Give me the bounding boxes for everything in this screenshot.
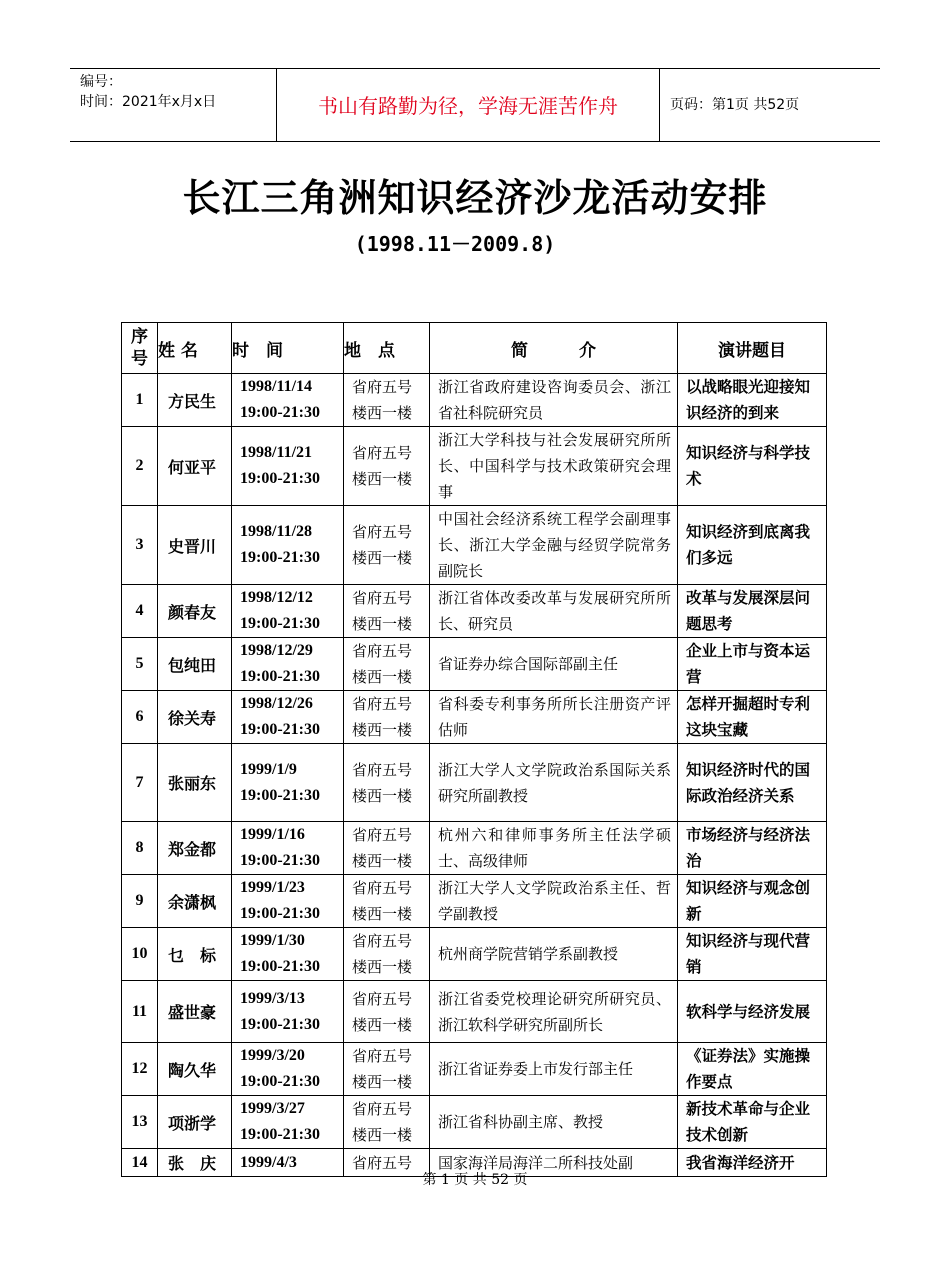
place-line-2: 楼西一楼 — [352, 1073, 413, 1091]
session-time — [232, 691, 344, 744]
lecture-topic: 《证券法》实施操作要点 — [678, 1043, 827, 1096]
session-date: 1999/1/23 — [240, 879, 305, 896]
row-number: 1 — [122, 374, 158, 427]
speaker-name: 陶久华 — [158, 1043, 232, 1096]
document-number-label: 编号： — [80, 74, 122, 90]
header-intro: 简 介 — [430, 323, 678, 374]
place-line-1: 省府五号 — [352, 1100, 413, 1118]
session-date: 1998/11/14 — [240, 378, 313, 395]
row-number: 6 — [122, 691, 158, 744]
header-motto-cell — [277, 69, 660, 141]
speaker-intro: 浙江大学人文学院政治系主任、哲学副教授 — [430, 875, 678, 928]
speaker-intro: 杭州六和律师事务所主任法学硕士、高级律师 — [430, 822, 678, 875]
session-place — [344, 638, 430, 691]
session-time — [232, 585, 344, 638]
table-row — [122, 1096, 827, 1149]
table-header-row — [122, 323, 827, 374]
speaker-intro: 省证券办综合国际部副主任 — [430, 638, 678, 691]
row-number: 2 — [122, 427, 158, 506]
speaker-name: 乜 标 — [158, 928, 232, 981]
session-place — [344, 928, 430, 981]
session-place — [344, 374, 430, 427]
speaker-name: 余潇枫 — [158, 875, 232, 928]
speaker-name: 方民生 — [158, 374, 232, 427]
place-line-2: 楼西一楼 — [352, 615, 413, 633]
speaker-intro: 国家海洋局海洋二所科技处副 — [430, 1149, 678, 1177]
row-number: 10 — [122, 928, 158, 981]
session-hours: 19:00-21:30 — [240, 668, 320, 685]
session-hours: 19:00-21:30 — [240, 1073, 320, 1090]
header-no — [122, 323, 158, 374]
place-line-2: 楼西一楼 — [352, 1015, 413, 1034]
session-hours: 19:00-21:30 — [240, 404, 320, 421]
header-place: 地 点 — [344, 323, 430, 374]
session-date: 1998/12/26 — [240, 695, 313, 712]
lecture-topic: 知识经济与科学技术 — [678, 427, 827, 506]
speaker-intro: 杭州商学院营销学系副教授 — [430, 928, 678, 981]
session-place — [344, 981, 430, 1043]
header-meta-cell — [70, 69, 277, 141]
session-time — [232, 981, 344, 1043]
session-hours: 19:00-21:30 — [240, 852, 320, 869]
place-line-1: 省府五号 — [352, 1153, 413, 1172]
place-line-1: 省府五号 — [352, 879, 413, 897]
session-hours: 19:00-21:30 — [240, 721, 320, 738]
lecture-topic: 以战略眼光迎接知识经济的到来 — [678, 374, 827, 427]
lecture-topic: 知识经济到底离我们多远 — [678, 506, 827, 585]
header-topic: 演讲题目 — [678, 323, 827, 374]
speaker-name: 徐关寿 — [158, 691, 232, 744]
schedule-table — [121, 322, 827, 1177]
place-line-1: 省府五号 — [352, 642, 413, 660]
session-hours: 19:00-21:30 — [240, 615, 320, 632]
session-time — [232, 928, 344, 981]
session-place — [344, 691, 430, 744]
place-line-2: 楼西一楼 — [352, 1126, 413, 1144]
row-number: 9 — [122, 875, 158, 928]
table-row — [122, 928, 827, 981]
header-no-char: 序 — [131, 327, 148, 347]
row-number: 14 — [122, 1149, 158, 1177]
speaker-intro: 浙江大学人文学院政治系国际关系研究所副教授 — [430, 744, 678, 822]
table-row — [122, 981, 827, 1043]
table-row — [122, 1043, 827, 1096]
session-date: 1998/12/12 — [240, 589, 313, 606]
session-time — [232, 875, 344, 928]
table-row — [122, 822, 827, 875]
session-date: 1998/12/29 — [240, 642, 313, 659]
speaker-name: 颜春友 — [158, 585, 232, 638]
row-number: 4 — [122, 585, 158, 638]
session-place — [344, 1096, 430, 1149]
table-row — [122, 638, 827, 691]
place-line-2: 楼西一楼 — [352, 852, 413, 870]
speaker-intro: 浙江省科协副主席、教授 — [430, 1096, 678, 1149]
place-line-2: 楼西一楼 — [352, 905, 413, 923]
speaker-intro: 省科委专利事务所所长注册资产评估师 — [430, 691, 678, 744]
place-line-2: 楼西一楼 — [352, 721, 413, 739]
motto-text: 书山有路勤为径，学海无涯苦作舟 — [318, 94, 618, 118]
table-row — [122, 506, 827, 585]
session-hours: 19:00-21:30 — [240, 786, 320, 804]
header-name: 姓 名 — [158, 323, 232, 374]
place-line-2: 楼西一楼 — [352, 958, 413, 976]
session-date: 1999/1/16 — [240, 826, 305, 843]
session-date: 1999/1/30 — [240, 932, 305, 949]
session-place — [344, 822, 430, 875]
speaker-name: 包纯田 — [158, 638, 232, 691]
lecture-topic: 怎样开掘超时专利这块宝藏 — [678, 691, 827, 744]
place-line-1: 省府五号 — [352, 760, 413, 779]
header-time: 时 间 — [232, 323, 344, 374]
speaker-name: 项浙学 — [158, 1096, 232, 1149]
place-line-1: 省府五号 — [352, 1047, 413, 1065]
row-number: 3 — [122, 506, 158, 585]
table-row — [122, 585, 827, 638]
lecture-topic: 我省海洋经济开 — [678, 1149, 827, 1177]
speaker-intro: 浙江省政府建设咨询委员会、浙江省社科院研究员 — [430, 374, 678, 427]
session-place — [344, 585, 430, 638]
place-line-2: 楼西一楼 — [352, 404, 413, 422]
session-date: 1999/3/27 — [240, 1100, 305, 1117]
lecture-topic: 知识经济与现代营销 — [678, 928, 827, 981]
session-time — [232, 374, 344, 427]
session-place — [344, 427, 430, 506]
speaker-intro: 中国社会经济系统工程学会副理事长、浙江大学金融与经贸学院常务副院长 — [430, 506, 678, 585]
place-line-2: 楼西一楼 — [352, 786, 413, 805]
session-place — [344, 875, 430, 928]
speaker-name: 张丽东 — [158, 744, 232, 822]
session-date: 1999/3/20 — [240, 1047, 305, 1064]
place-line-2: 楼西一楼 — [352, 549, 413, 567]
session-time — [232, 1096, 344, 1149]
lecture-topic: 企业上市与资本运营 — [678, 638, 827, 691]
speaker-intro: 浙江省证券委上市发行部主任 — [430, 1043, 678, 1096]
session-date: 1999/4/3 — [240, 1153, 297, 1171]
place-line-2: 楼西一楼 — [352, 470, 413, 488]
lecture-topic: 市场经济与经济法治 — [678, 822, 827, 875]
speaker-name: 史晋川 — [158, 506, 232, 585]
session-place — [344, 744, 430, 822]
session-hours: 19:00-21:30 — [240, 1126, 320, 1143]
table-row — [122, 691, 827, 744]
lecture-topic: 改革与发展深层问题思考 — [678, 585, 827, 638]
speaker-intro: 浙江大学科技与社会发展研究所所长、中国科学与技术政策研究会理事 — [430, 427, 678, 506]
header-box — [70, 68, 880, 142]
session-time — [232, 506, 344, 585]
session-hours: 19:00-21:30 — [240, 470, 320, 487]
session-time — [232, 744, 344, 822]
document-subtitle: (1998.11－2009.8) — [354, 232, 556, 256]
session-time — [232, 427, 344, 506]
table-row — [122, 374, 827, 427]
session-time — [232, 638, 344, 691]
place-line-1: 省府五号 — [352, 989, 413, 1008]
session-place — [344, 506, 430, 585]
lecture-topic: 软科学与经济发展 — [678, 981, 827, 1043]
row-number: 11 — [122, 981, 158, 1043]
document-title: 长江三角洲知识经济沙龙活动安排 — [182, 176, 768, 220]
session-hours: 19:00-21:30 — [240, 905, 320, 922]
session-hours: 19:00-21:30 — [240, 549, 320, 566]
speaker-intro: 浙江省委党校理论研究所研究员、浙江软科学研究所副所长 — [430, 981, 678, 1043]
session-time — [232, 822, 344, 875]
row-number: 8 — [122, 822, 158, 875]
lecture-topic: 知识经济与观念创新 — [678, 875, 827, 928]
speaker-name: 张 庆 — [158, 1149, 232, 1177]
session-time — [232, 1043, 344, 1096]
speaker-name: 何亚平 — [158, 427, 232, 506]
lecture-topic: 知识经济时代的国际政治经济关系 — [678, 744, 827, 822]
place-line-1: 省府五号 — [352, 932, 413, 950]
page-footer: 第 1 页 共 52 页 — [422, 1172, 528, 1188]
page-count-label: 页码：第1页 共52页 — [670, 97, 800, 113]
session-date: 1999/3/13 — [240, 989, 305, 1007]
place-line-2: 楼西一楼 — [352, 668, 413, 686]
header-page-cell — [660, 69, 880, 141]
row-number: 7 — [122, 744, 158, 822]
table-row — [122, 427, 827, 506]
speaker-intro: 浙江省体改委改革与发展研究所所长、研究员 — [430, 585, 678, 638]
header-no-char: 号 — [131, 349, 148, 369]
session-date: 1998/11/28 — [240, 523, 313, 540]
session-date: 1998/11/21 — [240, 444, 313, 461]
row-number: 12 — [122, 1043, 158, 1096]
table-row — [122, 875, 827, 928]
place-line-1: 省府五号 — [352, 523, 413, 541]
speaker-name: 郑金都 — [158, 822, 232, 875]
row-number: 5 — [122, 638, 158, 691]
row-number: 13 — [122, 1096, 158, 1149]
place-line-1: 省府五号 — [352, 378, 413, 396]
place-line-1: 省府五号 — [352, 444, 413, 462]
session-hours: 19:00-21:30 — [240, 1015, 320, 1033]
session-hours: 19:00-21:30 — [240, 958, 320, 975]
place-line-1: 省府五号 — [352, 589, 413, 607]
document-time-label: 时间：2021年x月x日 — [80, 94, 217, 110]
table-body — [122, 374, 827, 1177]
session-place — [344, 1043, 430, 1096]
place-line-1: 省府五号 — [352, 826, 413, 844]
table-row — [122, 744, 827, 822]
speaker-name: 盛世豪 — [158, 981, 232, 1043]
place-line-1: 省府五号 — [352, 695, 413, 713]
lecture-topic: 新技术革命与企业技术创新 — [678, 1096, 827, 1149]
session-date: 1999/1/9 — [240, 760, 297, 778]
